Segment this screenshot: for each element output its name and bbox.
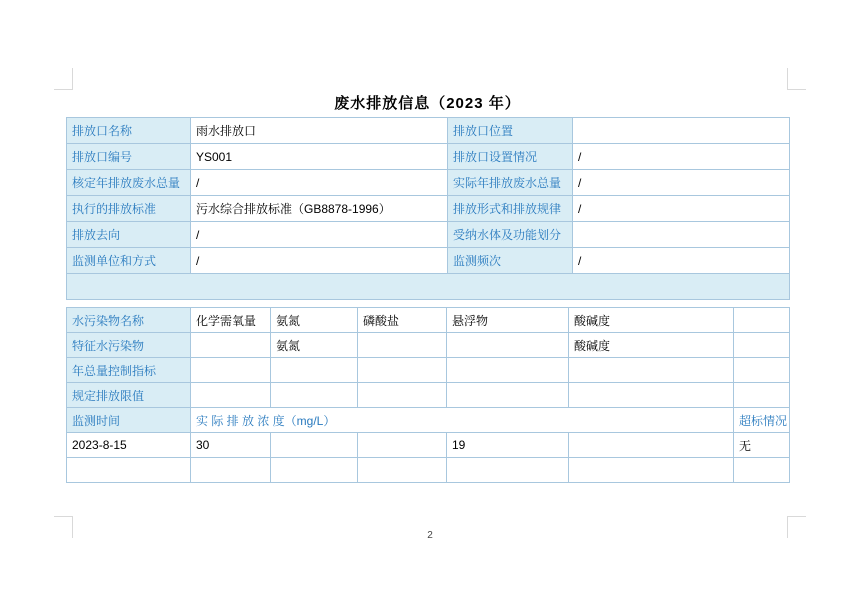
pollutant-cell [447,383,569,408]
characteristic-pollutant-label: 特征水污染物 [67,333,191,358]
separator-band [67,274,790,300]
info-label-outlet-setup: 排放口设置情况 [448,144,573,170]
pollutant-cell: 氨氮 [271,308,358,333]
exceedance-cell: 无 [734,433,790,458]
info-value-destination: / [191,222,448,248]
pollutant-name-label: 水污染物名称 [67,308,191,333]
table-row [67,196,790,222]
pollutant-cell [271,383,358,408]
monitor-date-cell [67,458,191,483]
info-value-outlet-number: YS001 [191,144,448,170]
measurement-cell [569,458,734,483]
measurement-cell: 19 [447,433,569,458]
measurement-cell [358,458,447,483]
pollutant-cell [569,358,734,383]
exceedance-cell [734,458,790,483]
measurement-cell [191,458,271,483]
measurement-cell [271,458,358,483]
table-row [67,274,790,300]
margin-crop-mark-top-right [787,68,806,90]
exceedance-label: 超标情况 [734,408,790,433]
measurement-cell [447,458,569,483]
pollutant-cell: 化学需氧量 [191,308,271,333]
pollutant-cell: 酸碱度 [569,308,734,333]
annual-control-index-label: 年总量控制指标 [67,358,191,383]
table-row [67,383,790,408]
actual-concentration-label: 实 际 排 放 浓 度（mg/L） [191,408,734,433]
info-label-monitor-frequency: 监测频次 [448,248,573,274]
info-value-receiving-water [573,222,790,248]
table-row [67,170,790,196]
info-value-standard: 污水综合排放标准（GB8878-1996） [191,196,448,222]
pollutant-cell [191,333,271,358]
measurement-cell: 30 [191,433,271,458]
table-row [67,118,790,144]
info-value-approved-total: / [191,170,448,196]
measurement-cell [569,433,734,458]
measurement-cell [271,433,358,458]
info-value-monitor-unit: / [191,248,448,274]
monitor-date-cell: 2023-8-15 [67,433,191,458]
margin-crop-mark-top-left [54,68,73,90]
pollutant-cell: 磷酸盐 [358,308,447,333]
table-row [67,222,790,248]
pollutant-cell [734,308,790,333]
info-label-receiving-water: 受纳水体及功能划分 [448,222,573,248]
info-value-actual-total: / [573,170,790,196]
table-row [67,358,790,383]
pollutant-cell [734,383,790,408]
table-row [67,248,790,274]
pollutant-cell [191,358,271,383]
pollutant-cell [358,333,447,358]
pollutant-cell [447,358,569,383]
pollutant-cell: 酸碱度 [569,333,734,358]
discharge-limit-label: 规定排放限值 [67,383,191,408]
table-row [67,408,790,433]
info-label-approved-total: 核定年排放废水总量 [67,170,191,196]
info-value-monitor-frequency: / [573,248,790,274]
info-label-outlet-location: 排放口位置 [448,118,573,144]
pollutant-cell [358,383,447,408]
pollutant-cell [447,333,569,358]
info-value-outlet-setup: / [573,144,790,170]
info-label-monitor-unit: 监测单位和方式 [67,248,191,274]
table-row [67,308,790,333]
page-title: 废水排放信息（2023 年） [334,95,521,112]
table-row [67,333,790,358]
info-label-standard: 执行的排放标准 [67,196,191,222]
pollutant-cell [271,358,358,383]
info-label-outlet-name: 排放口名称 [67,118,191,144]
info-label-destination: 排放去向 [67,222,191,248]
pollutant-cell: 悬浮物 [447,308,569,333]
discharge-info-table [66,117,790,300]
pollutant-cell [734,358,790,383]
measurement-cell [358,433,447,458]
page-number: 2 [427,530,433,541]
table-row [67,144,790,170]
monitor-time-label: 监测时间 [67,408,191,433]
pollutant-cell [358,358,447,383]
info-label-discharge-form: 排放形式和排放规律 [448,196,573,222]
pollutant-monitoring-table [66,307,790,483]
info-label-actual-total: 实际年排放废水总量 [448,170,573,196]
pollutant-cell [191,383,271,408]
pollutant-cell: 氨氮 [271,333,358,358]
pollutant-cell [734,333,790,358]
info-value-outlet-location [573,118,790,144]
info-value-outlet-name: 雨水排放口 [191,118,448,144]
pollutant-cell [569,383,734,408]
info-value-discharge-form: / [573,196,790,222]
table-row [67,458,790,483]
table-row [67,433,790,458]
info-label-outlet-number: 排放口编号 [67,144,191,170]
